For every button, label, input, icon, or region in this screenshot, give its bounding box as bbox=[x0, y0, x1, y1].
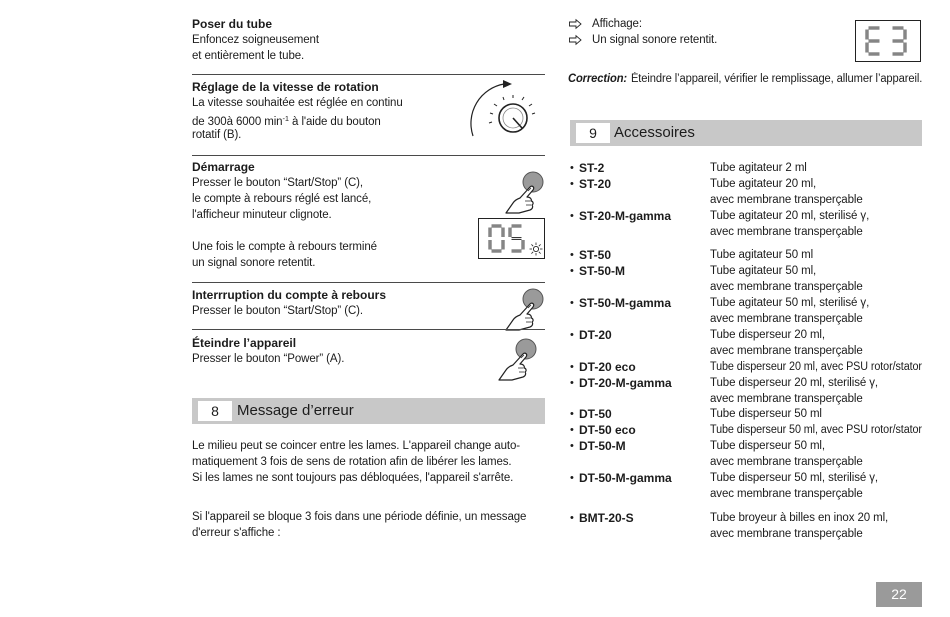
finger-shape bbox=[499, 353, 527, 380]
accessory-name: DT-20 bbox=[579, 328, 612, 342]
interruption-title: Interrruption du compte à rebours bbox=[192, 288, 387, 302]
bullet-icon bbox=[570, 208, 574, 224]
vitesse-line bbox=[192, 111, 381, 127]
accessory-description: Tube broyeur à billes en inox 20 ml, bbox=[710, 512, 889, 524]
accessory-name: DT-50-M-gamma bbox=[579, 471, 672, 485]
demarrage-line: le compte à rebours réglé est lancé, bbox=[192, 193, 372, 205]
finger-shape bbox=[506, 186, 534, 213]
section-9-header bbox=[570, 120, 922, 146]
accessory-description: Tube disperseur 50 ml, avec PSU rotor/stator bbox=[710, 424, 922, 436]
timer-lcd-display bbox=[478, 218, 545, 259]
eteindre-line: Presser le bouton “Power” (A). bbox=[192, 353, 345, 365]
divider bbox=[192, 155, 545, 156]
bullet-icon bbox=[570, 176, 574, 192]
accessory-description: avec membrane transperçable bbox=[710, 528, 863, 540]
accessory-description: Tube disperseur 20 ml, avec PSU rotor/stator bbox=[710, 361, 922, 373]
vitesse-title: Réglage de la vitesse de rotation bbox=[192, 80, 379, 94]
accessory-name: DT-50 bbox=[579, 407, 612, 421]
demarrage-line: Presser le bouton “Start/Stop” (C), bbox=[192, 177, 363, 189]
bullet-icon bbox=[570, 510, 574, 526]
lcd-frame bbox=[856, 21, 921, 62]
section-title: Message d’erreur bbox=[237, 402, 354, 419]
paragraph-line: Le milieu peut se coincer entre les lames. L'appareil change auto- bbox=[192, 440, 521, 452]
bullet-icon bbox=[570, 375, 574, 391]
bullet-icon bbox=[570, 406, 574, 422]
bullet-icon bbox=[570, 470, 574, 486]
demarrage-title: Démarrage bbox=[192, 160, 255, 174]
accessory-description: Tube agitateur 50 ml bbox=[710, 249, 814, 261]
correction-label: Correction: bbox=[568, 73, 628, 85]
accessory-name: ST-50-M bbox=[579, 264, 626, 278]
bullet-icon bbox=[570, 359, 574, 375]
accessory-description: avec membrane transperçable bbox=[710, 313, 863, 325]
accessory-description: Tube agitateur 2 ml bbox=[710, 162, 807, 174]
vitesse-line-part: de 300à 6000 min bbox=[192, 116, 283, 128]
bullet-icon bbox=[570, 327, 574, 343]
eteindre-title: Éteindre l’appareil bbox=[192, 336, 297, 350]
rotary-knob-icon bbox=[466, 78, 548, 142]
paragraph-line: matiquement 3 fois de sens de rotation afin de libérer les lames. bbox=[192, 456, 512, 468]
arrow-right-icon bbox=[569, 35, 582, 45]
accessory-description: avec membrane transperçable bbox=[710, 194, 863, 206]
signal-line: Un signal sonore retentit. bbox=[592, 34, 718, 46]
finger-press-button-icon bbox=[496, 337, 540, 381]
accessory-description: avec membrane transperçable bbox=[710, 393, 863, 405]
arrow-right-icon bbox=[569, 19, 582, 29]
accessory-name: ST-20 bbox=[579, 177, 612, 191]
accessory-name: ST-2 bbox=[579, 161, 605, 175]
accessory-description: Tube disperseur 20 ml, bbox=[710, 329, 825, 341]
accessory-description: Tube agitateur 50 ml, sterilisé γ, bbox=[710, 297, 870, 309]
affichage-line: Affichage: bbox=[592, 18, 642, 30]
bullet-icon bbox=[570, 422, 574, 438]
finger-shape bbox=[506, 303, 534, 330]
section-number: 8 bbox=[198, 401, 232, 421]
paragraph-line: d'erreur s'affiche : bbox=[192, 527, 281, 539]
accessory-description: avec membrane transperçable bbox=[710, 281, 863, 293]
accessory-description: Tube agitateur 50 ml, bbox=[710, 265, 817, 277]
bullet-icon bbox=[570, 263, 574, 279]
interruption-line: Presser le bouton “Start/Stop” (C). bbox=[192, 305, 363, 317]
accessory-name: DT-50-M bbox=[579, 439, 626, 453]
page-number: 22 bbox=[876, 582, 922, 607]
accessory-description: Tube agitateur 20 ml, sterilisé γ, bbox=[710, 210, 870, 222]
accessory-name: DT-50 eco bbox=[579, 423, 636, 437]
divider bbox=[192, 329, 545, 330]
accessory-name: ST-50-M-gamma bbox=[579, 296, 672, 310]
section-8-header bbox=[192, 398, 545, 424]
accessory-description: Tube disperseur 50 ml, sterilisé γ, bbox=[710, 472, 879, 484]
section-title: Accessoires bbox=[614, 124, 695, 141]
unit-exponent: -1 bbox=[282, 114, 289, 123]
finger-press-button-icon bbox=[503, 170, 547, 214]
accessory-description: Tube disperseur 50 ml bbox=[710, 408, 822, 420]
paragraph-line: Si les lames ne sont toujours pas débloquées, l'appareil s'arrête. bbox=[192, 472, 514, 484]
accessory-description: Tube disperseur 20 ml, sterilisé γ, bbox=[710, 377, 879, 389]
accessory-name: ST-20-M-gamma bbox=[579, 209, 672, 223]
accessory-description: avec membrane transperçable bbox=[710, 226, 863, 238]
bullet-icon bbox=[570, 438, 574, 454]
error-lcd-display bbox=[855, 20, 921, 62]
finger-press-button-icon bbox=[503, 287, 547, 331]
bullet-icon bbox=[570, 295, 574, 311]
poser-line: Enfoncez soigneusement bbox=[192, 34, 319, 46]
accessory-name: ST-50 bbox=[579, 248, 612, 262]
accessory-description: Tube disperseur 50 ml, bbox=[710, 440, 825, 452]
demarrage-line: l'afficheur minuteur clignote. bbox=[192, 209, 332, 221]
section-number: 9 bbox=[576, 123, 610, 143]
accessory-description: avec membrane transperçable bbox=[710, 488, 863, 500]
accessory-name: DT-20-M-gamma bbox=[579, 376, 672, 390]
poser-line: et entièrement le tube. bbox=[192, 50, 305, 62]
accessory-description: Tube agitateur 20 ml, bbox=[710, 178, 817, 190]
vitesse-line-part: à l'aide du bouton bbox=[288, 116, 381, 128]
divider bbox=[192, 74, 545, 75]
paragraph-line: Si l'appareil se bloque 3 fois dans une période définie, un message bbox=[192, 511, 527, 523]
correction-text: Éteindre l’appareil, vérifier le remplissage, allumer l’appareil. bbox=[630, 73, 923, 85]
bullet-icon bbox=[570, 160, 574, 176]
accessory-name: BMT-20-S bbox=[579, 511, 634, 525]
vitesse-line: La vitesse souhaitée est réglée en continu bbox=[192, 97, 403, 109]
accessory-description: avec membrane transperçable bbox=[710, 456, 863, 468]
vitesse-line: rotatif (B). bbox=[192, 129, 242, 141]
demarrage-line: Une fois le compte à rebours terminé bbox=[192, 241, 377, 253]
bullet-icon bbox=[570, 247, 574, 263]
divider bbox=[192, 282, 545, 283]
correction-line bbox=[568, 71, 922, 87]
accessory-description: avec membrane transperçable bbox=[710, 345, 863, 357]
accessory-name: DT-20 eco bbox=[579, 360, 636, 374]
demarrage-line: un signal sonore retentit. bbox=[192, 257, 316, 269]
poser-title: Poser du tube bbox=[192, 17, 273, 31]
